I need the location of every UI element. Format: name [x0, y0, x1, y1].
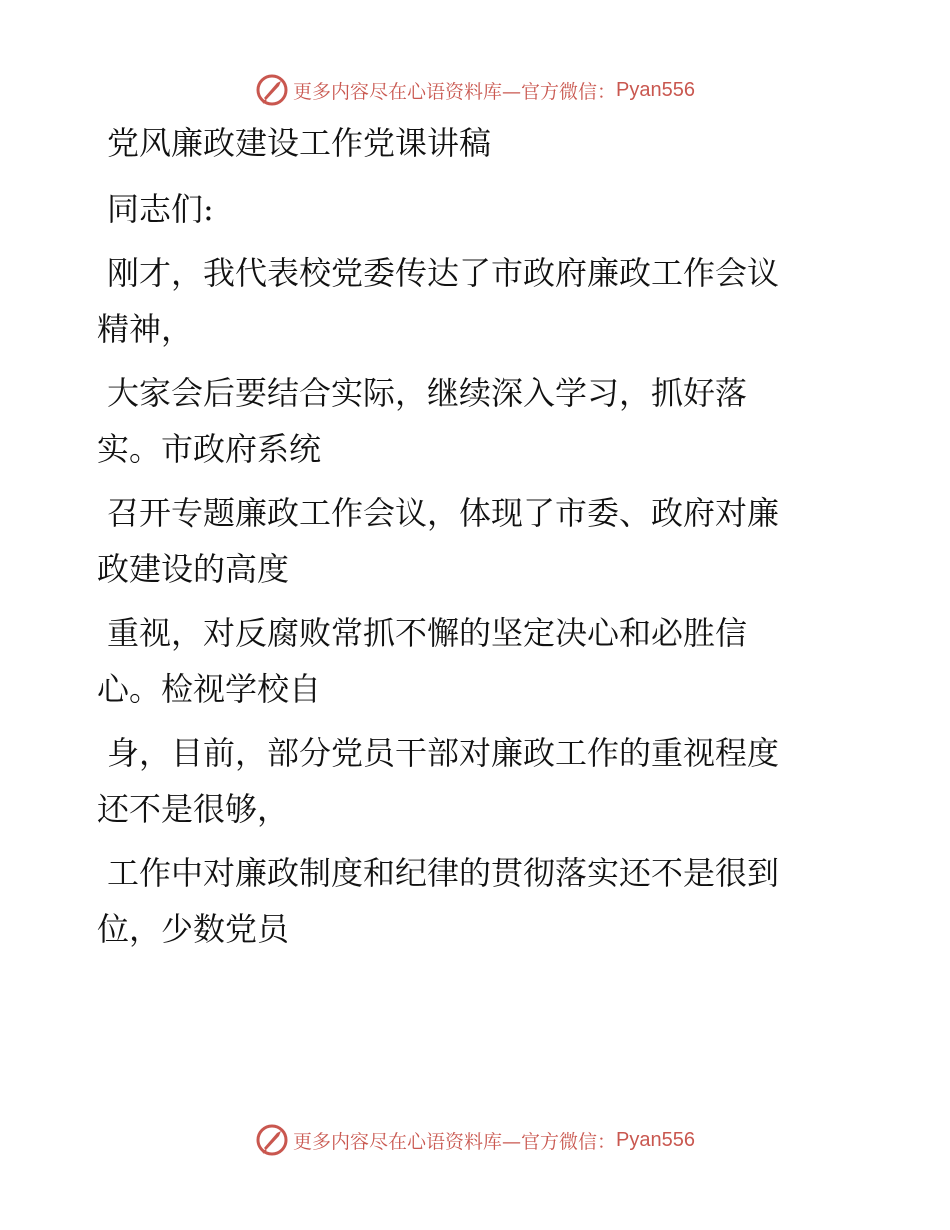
paragraph — [97, 365, 837, 477]
watermark-wechat-id: Pyan556 — [616, 78, 695, 101]
paragraph-line: 精神， — [97, 310, 194, 348]
paragraph-line: 身，目前，部分党员干部对廉政工作的重视程度 — [107, 734, 780, 772]
paragraph-line: 还不是很够， — [97, 790, 290, 828]
paragraph-greeting — [97, 181, 837, 237]
watermark-text: 更多内容尽在心语资料库—官方微信： — [293, 80, 617, 103]
footer-watermark — [0, 1120, 950, 1160]
paragraph-line: 大家会后要结合实际，继续深入学习，抓好落 — [107, 374, 748, 412]
paragraph-line: 召开专题廉政工作会议，体现了市委、政府对廉 — [107, 494, 780, 532]
quill-logo-icon — [255, 73, 289, 107]
document-title: 党风廉政建设工作党课讲稿 — [107, 124, 492, 162]
paragraph-line: 同志们: — [107, 190, 214, 228]
paragraph-line: 重视，对反腐败常抓不懈的坚定决心和必胜信 — [107, 614, 748, 652]
paragraph — [97, 725, 837, 837]
paragraph-line: 位，少数党员 — [97, 910, 290, 948]
document-body — [97, 118, 837, 965]
paragraph-line: 刚才，我代表校党委传达了市政府廉政工作会议 — [107, 254, 780, 292]
paragraph-line: 工作中对廉政制度和纪律的贯彻落实还不是很到 — [107, 854, 780, 892]
paragraph-line: 心。检视学校自 — [97, 670, 322, 708]
paragraph — [97, 245, 837, 357]
header-watermark — [0, 70, 950, 110]
paragraph — [97, 485, 837, 597]
paragraph — [97, 605, 837, 717]
watermark-wechat-id: Pyan556 — [616, 1128, 695, 1151]
paragraph-line: 政建设的高度 — [97, 550, 290, 588]
paragraph — [97, 845, 837, 957]
quill-logo-icon — [255, 1123, 289, 1157]
watermark-text: 更多内容尽在心语资料库—官方微信： — [293, 1130, 617, 1153]
paragraph-line: 实。市政府系统 — [97, 430, 322, 468]
